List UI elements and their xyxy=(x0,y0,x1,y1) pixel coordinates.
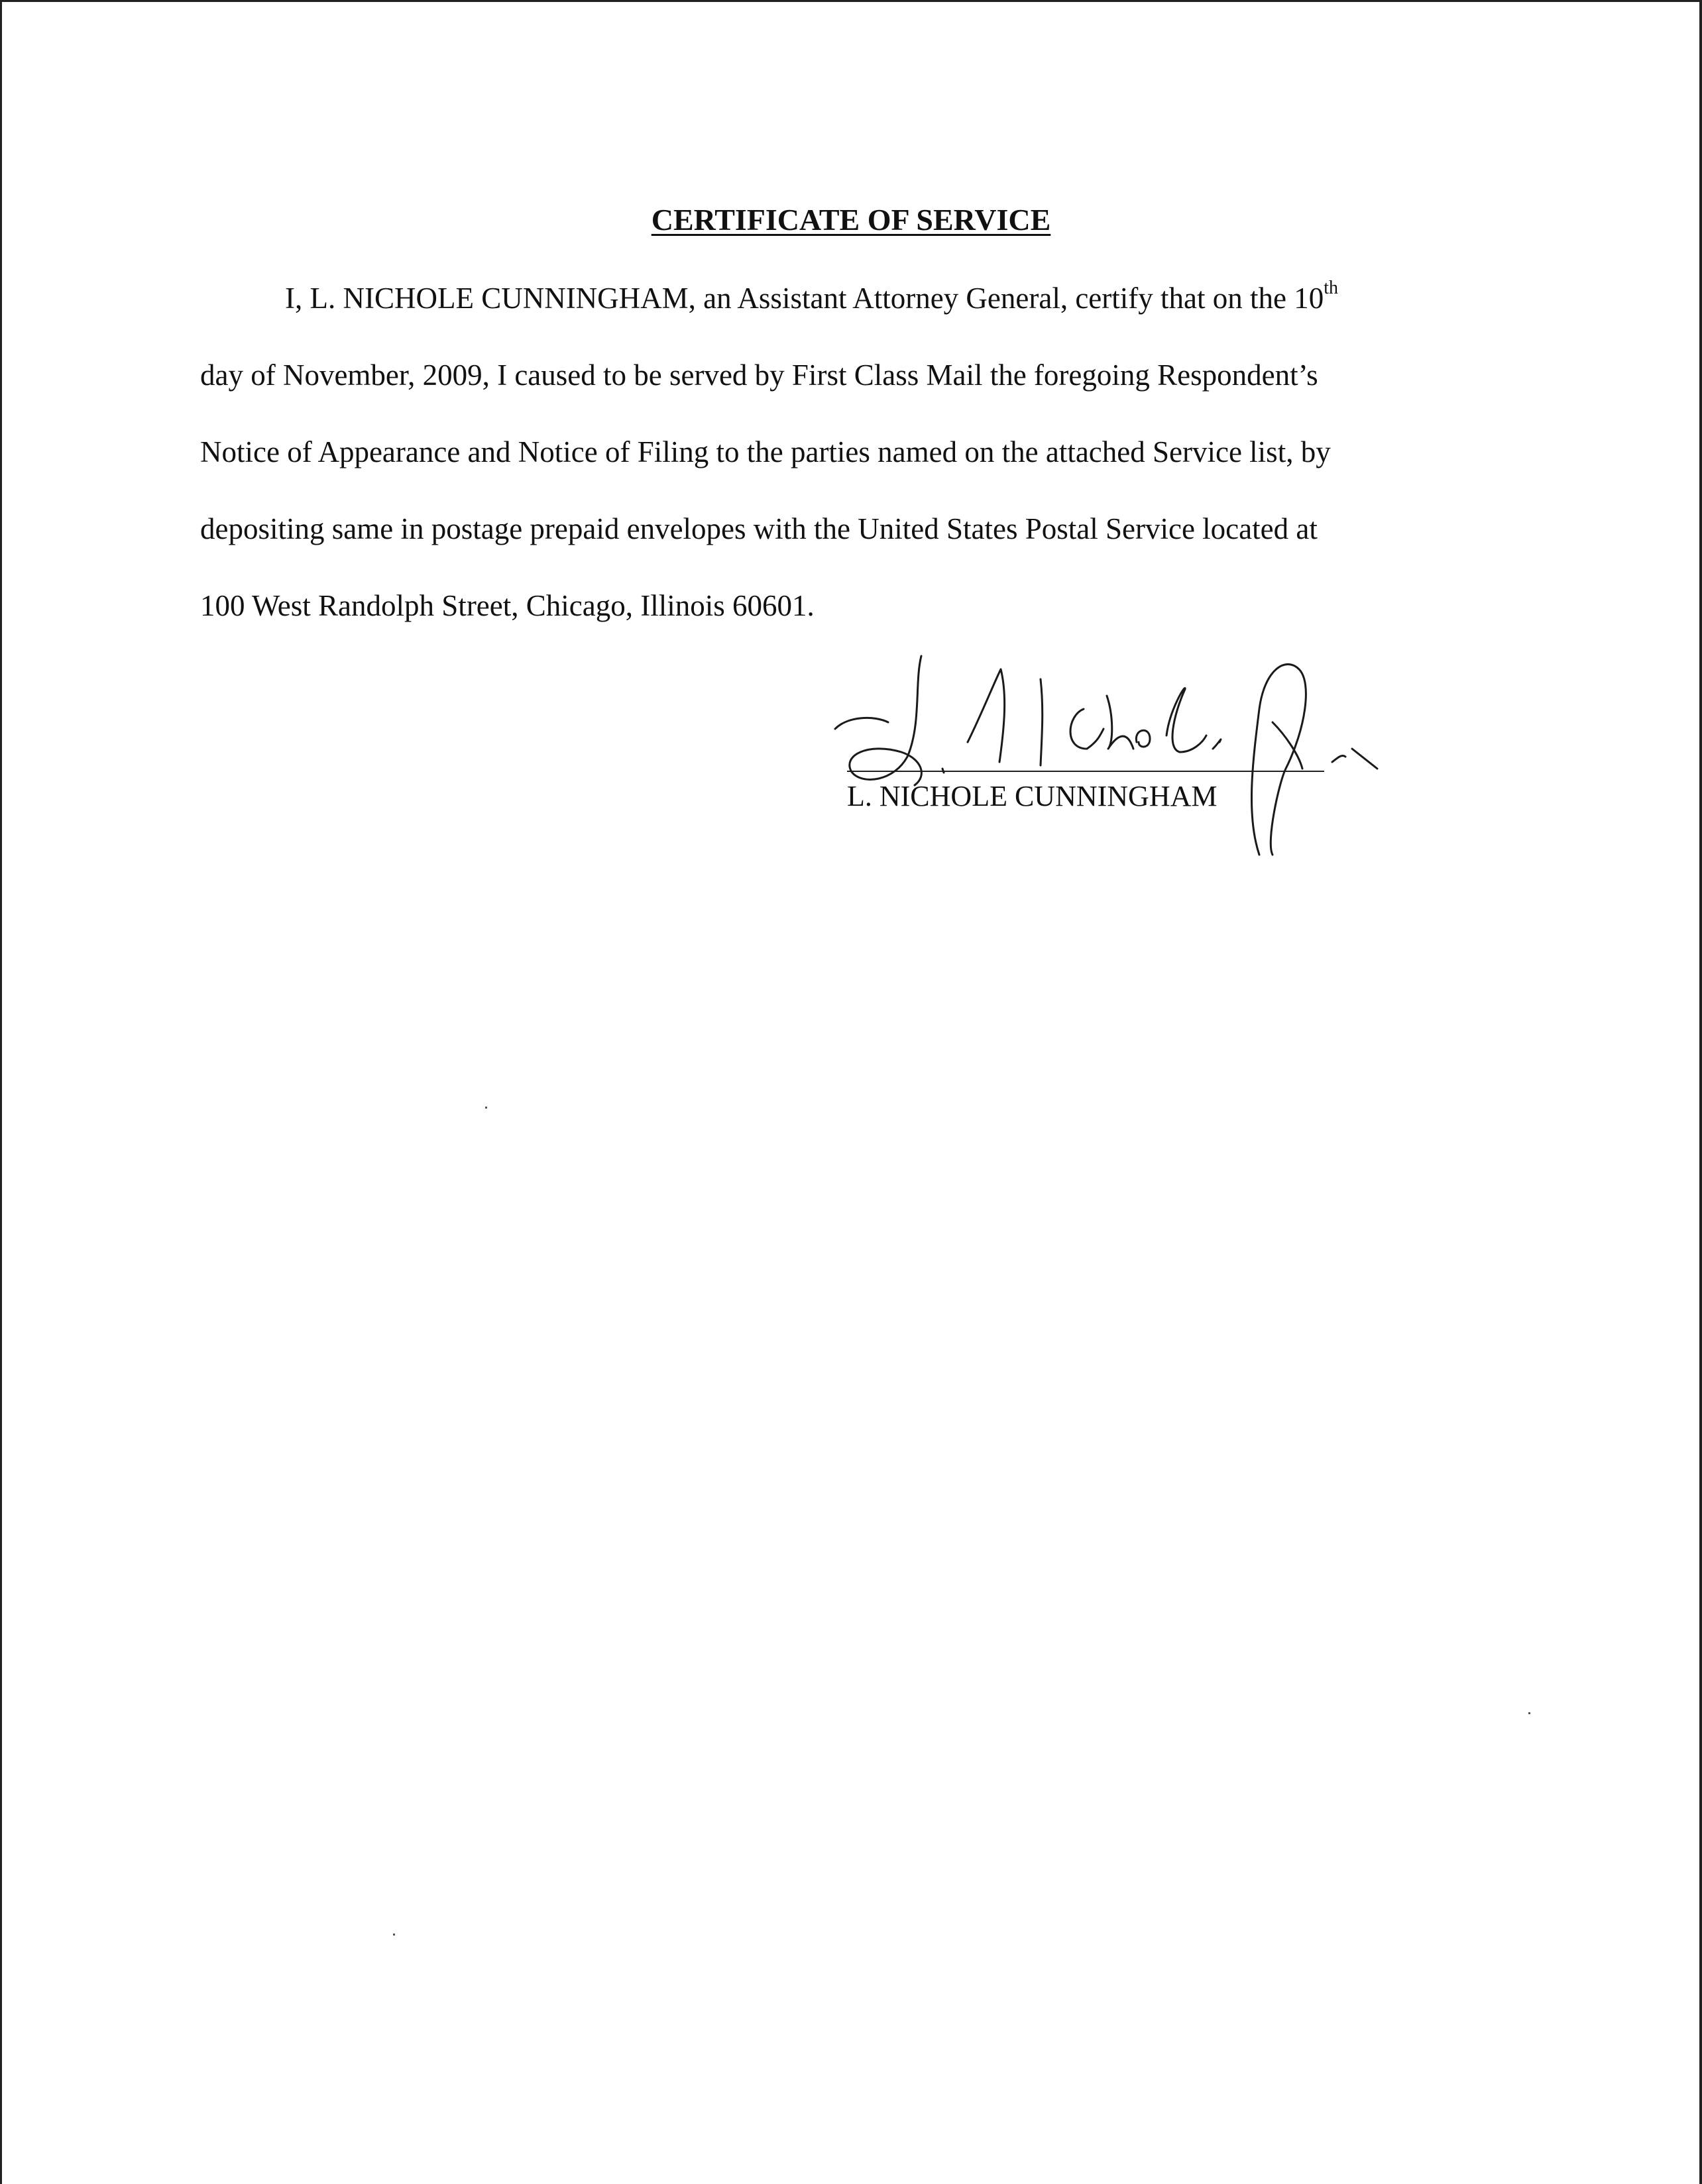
handwritten-signature-image xyxy=(822,643,1405,868)
signer-name: L. NICHOLE CUNNINGHAM xyxy=(847,780,1218,812)
body-line-3: Notice of Appearance and Notice of Filing to the parties named on the attached Service list, by xyxy=(200,435,1331,468)
ordinal-suffix: th xyxy=(1324,278,1338,298)
scan-speck xyxy=(1528,1712,1530,1714)
body-line-2: day of November, 2009, I caused to be served by First Class Mail the foregoing Respondent’s xyxy=(200,358,1318,392)
document-title xyxy=(0,200,1702,240)
scan-speck xyxy=(393,1934,395,1936)
body-line-1-text: I, L. NICHOLE CUNNINGHAM, an Assistant Attorney General, certify that on the 10 xyxy=(285,282,1324,315)
body-line-4: depositing same in postage prepaid envelopes with the United States Postal Service located at xyxy=(200,512,1318,545)
title-text: CERTIFICATE OF SERVICE xyxy=(651,203,1051,237)
body-line-1 xyxy=(285,278,1499,318)
scan-speck xyxy=(485,1107,487,1109)
body-line-5: 100 West Randolph Street, Chicago, Illinois 60601. xyxy=(200,589,815,622)
